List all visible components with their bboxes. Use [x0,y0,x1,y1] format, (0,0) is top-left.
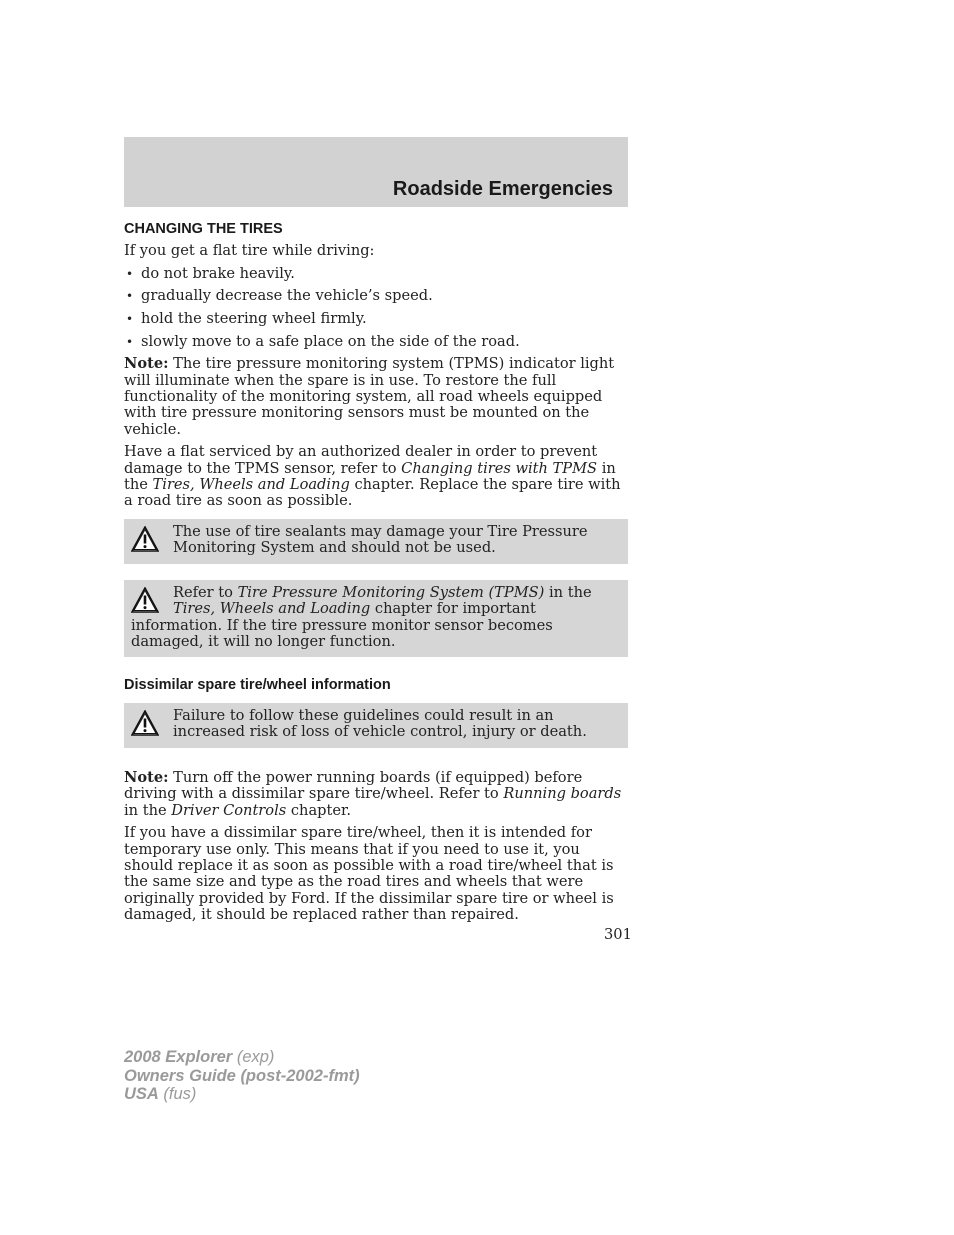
bullet-icon: • [126,334,134,349]
warning-triangle-icon [131,526,159,552]
bullet-icon: • [126,312,134,326]
footer-line-guide: Owners Guide (post-2002-fmt) [124,1066,360,1085]
flat-service-paragraph: Have a flat serviced by an authorized dealer in order to prevent damage to the TPMS sensor, refer to Changing tires with TPMS in the Tires, Wheels and Loading chapter. Replace the spare tire with a road tire as soon as possible. [124,443,621,510]
warning-text: Failure to follow these guidelines could result in an increased risk of loss of vehicle control, injury or death. [173,706,587,741]
warning-box-sealants [124,519,628,564]
footer-line-market: USA (fus) [124,1085,197,1103]
document-footer [124,1048,360,1104]
bullet-icon: • [126,289,134,304]
warning-triangle-icon [131,710,159,736]
page-number: 301 [604,926,632,943]
warning-box-tpms [124,580,628,658]
warning-text: The use of tire sealants may damage your Tire Pressure Monitoring System and should not be used. [173,522,588,557]
list-item: • hold the steering wheel firmly. [126,310,367,327]
tpms-note: Note: The tire pressure monitoring system (TPMS) indicator light will illuminate when the spare is in use. To restore the full functionality of the monitoring system, all road wheels equipped with tire pressure monitoring sensors must be mounted on the vehicle. [124,355,615,438]
chapter-header-band [124,137,628,207]
footer-line-model: 2008 Explorer (exp) [124,1048,275,1066]
dissimilar-spare-paragraph: If you have a dissimilar spare tire/wheel, then it is intended for temporary use only. This means that if you need to use it, you should replace it as soon as possible with a road tire/wheel that is the same size and type as the road tires and wheels that were originally provided by Ford. If the dissimilar spare tire or wheel is damaged, it should be replaced rather than repaired. [124,824,614,924]
warning-triangle-icon [131,587,159,613]
list-item: • gradually decrease the vehicle’s speed. [126,287,433,305]
reference-link-text: Changing tires with TPMS [401,459,598,477]
list-item: • do not brake heavily. [126,264,295,282]
bullet-icon: • [126,266,134,281]
page-content [124,219,628,930]
section-heading-changing-tires: CHANGING THE TIRES [124,221,283,237]
warning-box-guidelines [124,703,628,748]
chapter-title: Roadside Emergencies [392,178,613,200]
running-boards-note: Note: Turn off the power running boards (if equipped) before driving with a dissimilar spare tire/wheel. Refer to Running boards in the Driver Controls chapter. [124,768,622,819]
bullet-list [124,266,628,350]
list-item: • slowly move to a safe place on the side of the road. [126,332,520,350]
reference-link-text: Tires, Wheels and Loading [152,476,350,494]
intro-text: If you get a flat tire while driving: [124,242,375,260]
warning-text: Refer to Tire Pressure Monitoring System (TPMS) in the Tires, Wheels and Loading chapter for important information. If the tire pressure monitor sensor becomes damaged, it will no longer function. [131,583,592,651]
section-heading-dissimilar-spare: Dissimilar spare tire/wheel information [124,677,391,694]
